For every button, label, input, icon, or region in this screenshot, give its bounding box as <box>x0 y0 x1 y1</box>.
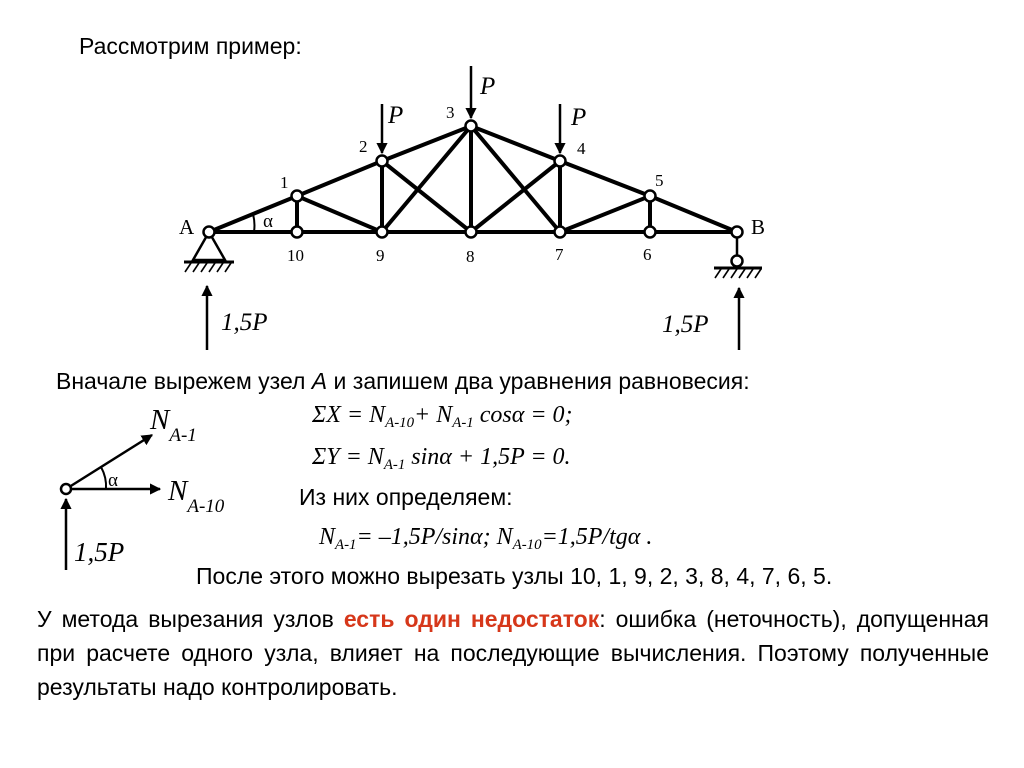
eq1-sub-b: A-1 <box>452 415 474 432</box>
eq2-part-a: ΣY = N <box>312 444 384 470</box>
joint-a <box>204 227 215 238</box>
node-angle-label: α <box>108 470 118 491</box>
eq2-sub-a: A-1 <box>383 457 406 474</box>
joint-8 <box>466 227 477 238</box>
eq1-sub-a: A-10 <box>385 415 415 432</box>
diagonal-4-8 <box>471 161 560 232</box>
reaction-label-a: 1,5P <box>221 309 268 336</box>
reaction-label-b: 1,5P <box>662 311 709 338</box>
result-part-b: = –1,5P/sinα; N <box>356 524 513 550</box>
from-them-text: Из них определяем: <box>299 484 513 510</box>
joint-b <box>732 227 743 238</box>
joint-3 <box>466 121 477 132</box>
warning-highlight: есть один недостаток <box>343 606 600 632</box>
force-label-a10: $N_{A-10}$ <box>168 475 225 517</box>
joint-1 <box>292 191 303 202</box>
load-label-3: P <box>480 73 496 100</box>
equation-sum-y <box>312 444 571 474</box>
node-label-7: 7 <box>555 245 564 264</box>
result-part-a: N <box>319 524 336 550</box>
result-sub-a: A-1 <box>335 537 357 554</box>
warning-after: : ошибка (неточность), допущенная при расчете одного узла, влияет на последующие вычисления. Поэтому полученные результаты надо контролировать. <box>37 606 989 700</box>
node-label-4: 4 <box>577 139 586 158</box>
result-sub-b: A-10 <box>512 537 542 554</box>
joint-4 <box>555 156 566 167</box>
intro-before: Вначале вырежем узел <box>56 368 312 394</box>
eq1-part-a: ΣX = N <box>312 402 386 428</box>
result-part-c: =1,5P/tgα . <box>541 524 653 550</box>
heading: Рассмотрим пример: <box>79 33 302 59</box>
node-joint <box>61 484 71 494</box>
force-label-a1: $N_{A-1}$ <box>150 404 197 446</box>
node-angle-arc <box>101 467 106 489</box>
joint-7 <box>555 227 566 238</box>
node-label-9: 9 <box>376 246 385 265</box>
equation-sum-x <box>312 402 573 432</box>
support-label-b: B <box>751 215 766 239</box>
node-label-10: 10 <box>287 246 304 265</box>
node-reaction-label: 1,5P <box>74 537 125 567</box>
intro-after: и запишем два уравнения равновесия: <box>327 368 750 394</box>
eq2-part-b: sinα + 1,5P = 0. <box>405 444 571 470</box>
node-a-free-body-diagram <box>61 404 225 570</box>
after-text: После этого можно вырезать узлы 10, 1, 9, 2, 3, 8, 4, 7, 6, 5. <box>196 563 833 589</box>
diagonal-5-7 <box>560 196 650 232</box>
support-label-a: A <box>179 215 195 239</box>
load-label-4: P <box>571 104 587 131</box>
intro-text <box>56 368 750 395</box>
load-label-2: P <box>388 102 404 129</box>
diagonal-2-8 <box>382 161 471 232</box>
node-label-3: 3 <box>446 103 455 122</box>
joint-10 <box>292 227 303 238</box>
intro-node: A <box>311 368 328 394</box>
joint-9 <box>377 227 388 238</box>
joint-6 <box>645 227 656 238</box>
eq1-part-c: cosα = 0; <box>473 402 573 428</box>
joint-5 <box>645 191 656 202</box>
node-label-2: 2 <box>359 137 368 156</box>
warning-before: У метода вырезания узлов <box>37 606 344 632</box>
angle-arc <box>253 214 254 232</box>
angle-label: α <box>263 211 273 232</box>
roller-support-b <box>714 237 762 278</box>
node-label-5: 5 <box>655 171 664 190</box>
eq1-part-b: + N <box>414 402 453 428</box>
node-label-8: 8 <box>466 247 475 266</box>
diagonal-1-9 <box>297 196 382 232</box>
node-label-6: 6 <box>643 245 652 264</box>
result-formula <box>319 524 652 554</box>
node-label-1: 1 <box>280 173 289 192</box>
warning-paragraph <box>37 602 989 704</box>
joint-2 <box>377 156 388 167</box>
reaction-arrows <box>207 286 739 350</box>
